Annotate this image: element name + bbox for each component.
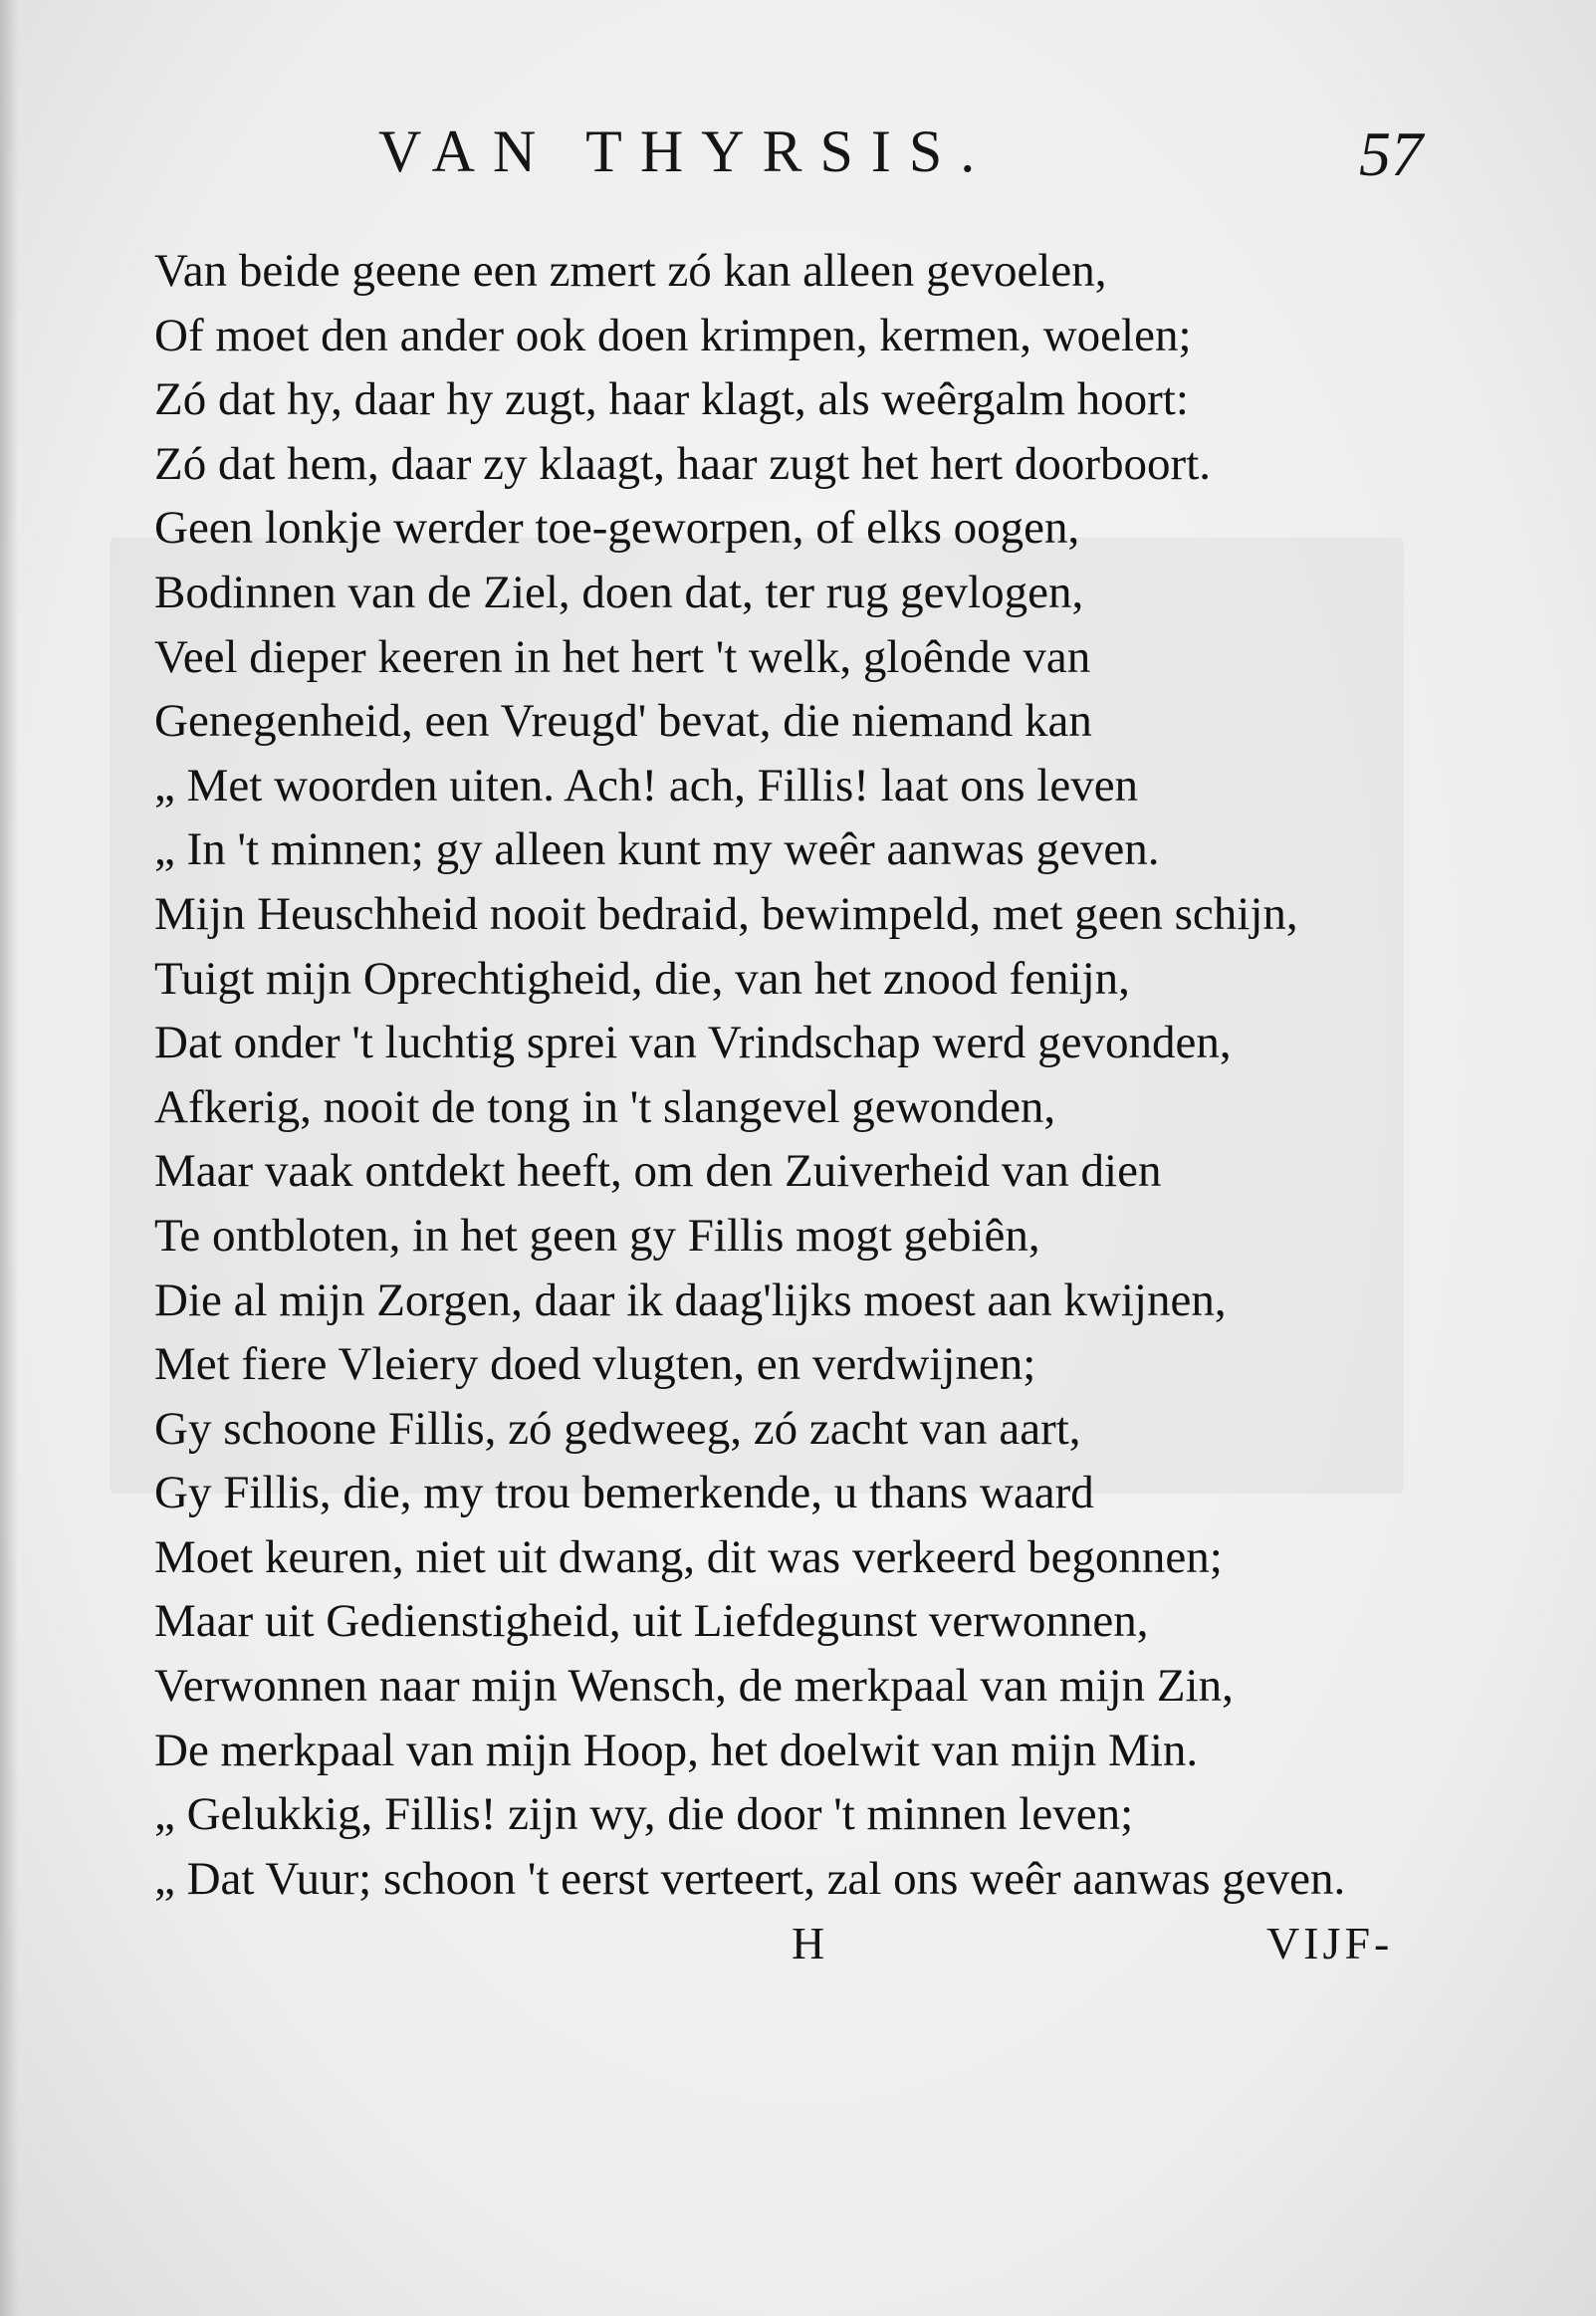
verse-line: Tuigt mijn Oprechtigheid, die, van het znood fenijn, — [154, 952, 1130, 1005]
verse-line: „ Gelukkig, Fillis! zijn wy, die door 't minnen leven; — [154, 1788, 1134, 1841]
verse-line: Dat onder 't luchtig sprei van Vrindschap werd gevonden, — [154, 1017, 1232, 1069]
verse-line: „ In 't minnen; gy alleen kunt my weêr aanwas geven. — [154, 823, 1160, 876]
verse-line: Zó dat hy, daar hy zugt, haar klagt, als weêrgalm hoort: — [154, 373, 1189, 426]
verse-line: „ Met woorden uiten. Ach! ach, Fillis! laat ons leven — [154, 759, 1139, 811]
catchword: VIJF- — [1266, 1918, 1394, 1969]
verse-line: Die al mijn Zorgen, daar ik daag'lijks moest aan kwijnen, — [154, 1274, 1227, 1326]
verse-line: Gy schoone Fillis, zó gedweeg, zó zacht van aart, — [154, 1402, 1081, 1455]
verse-line: Veel dieper keeren in het hert 't welk, gloênde van — [154, 630, 1091, 683]
page-footer — [0, 1917, 1596, 1986]
verse-line: Gy Fillis, die, my trou bemerkende, u thans waard — [154, 1467, 1094, 1519]
verse-line: Van beide geene een zmert zó kan alleen gevoelen, — [154, 245, 1107, 297]
verse-line: Genegenheid, een Vreugd' bevat, die niemand kan — [154, 695, 1092, 748]
verse-line: Of moet den ander ook doen krimpen, kermen, woelen; — [154, 309, 1192, 361]
verse-line: Zó dat hem, daar zy klaagt, haar zugt het hert doorboort. — [154, 437, 1212, 490]
verse-line: Bodinnen van de Ziel, doen dat, ter rug gevlogen, — [154, 566, 1084, 618]
verse-block — [154, 239, 1449, 1911]
running-head — [0, 117, 1596, 197]
page-number: 57 — [1359, 118, 1423, 189]
verse-line: Afkerig, nooit de tong in 't slangevel gewonden, — [154, 1080, 1056, 1133]
verse-line: De merkpaal van mijn Hoop, het doelwit van mijn Min. — [154, 1724, 1199, 1776]
verse-line: Moet keuren, niet uit dwang, dit was verkeerd begonnen; — [154, 1530, 1223, 1583]
verse-line: Verwonnen naar mijn Wensch, de merkpaal van mijn Zin, — [154, 1660, 1234, 1713]
verse-line: „ Dat Vuur; schoon 't eerst verteert, zal ons weêr aanwas geven. — [154, 1852, 1346, 1905]
verse-line: Geen lonkje werder toe-geworpen, of elks oogen, — [154, 502, 1080, 555]
running-title: VAN THYRSIS. — [378, 118, 994, 184]
verse-line: Met fiere Vleiery doed vlugten, en verdwijnen; — [154, 1338, 1036, 1391]
verse-line: Maar uit Gedienstigheid, uit Liefdegunst verwonnen, — [154, 1595, 1149, 1648]
verse-line: Mijn Heuschheid nooit bedraid, bewimpeld, met geen schijn, — [154, 887, 1298, 940]
signature-mark: H — [792, 1918, 825, 1969]
verse-line: Te ontbloten, in het geen gy Fillis mogt gebiên, — [154, 1209, 1040, 1262]
verse-line: Maar vaak ontdekt heeft, om den Zuiverheid van dien — [154, 1145, 1162, 1198]
